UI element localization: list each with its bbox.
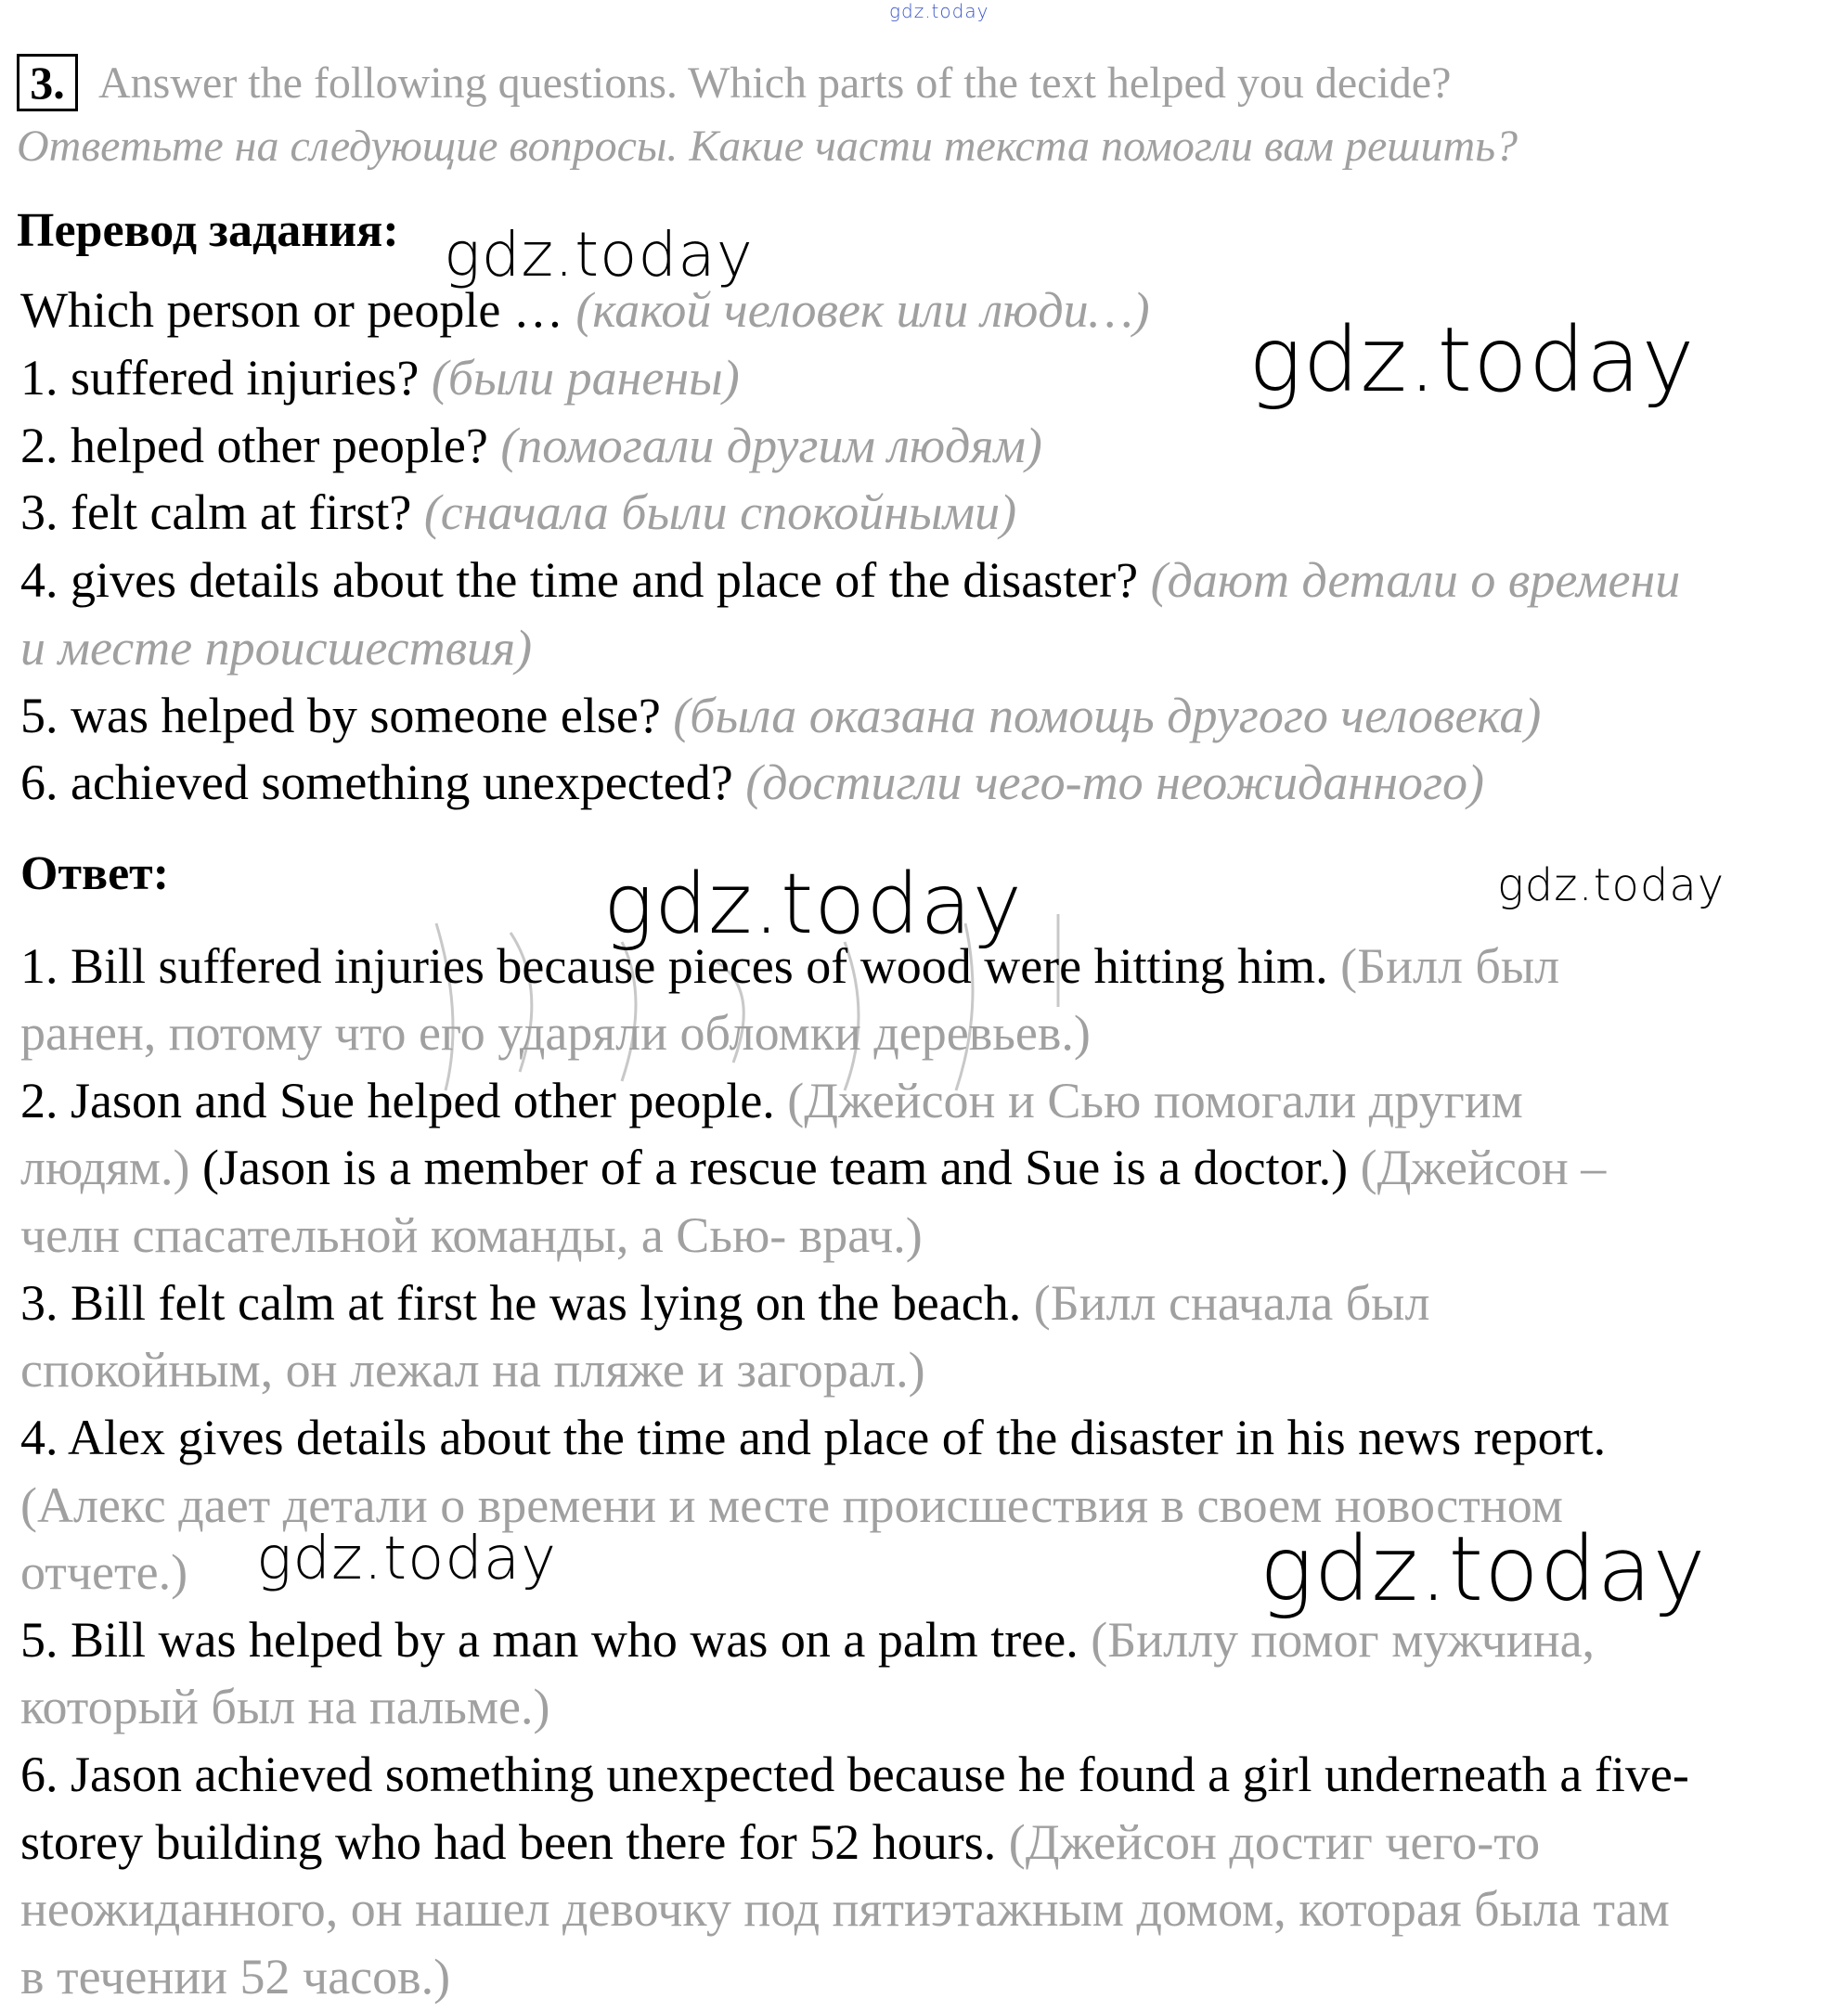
watermark: gdz.today (1260, 1517, 1707, 1621)
answer-ru: (Джейсон – (1360, 1140, 1607, 1195)
item-en: 6. achieved something unexpected? (20, 754, 746, 810)
answer-6-cont: неожиданного, он нашел девочку под пятиэтажным домом, которая была там (20, 1881, 1670, 1937)
answer-ru: людям.) (20, 1140, 203, 1195)
watermark: gdz.today (444, 219, 754, 290)
watermark-top: gdz.today (889, 0, 989, 22)
intro-ru: (какой человек или люди…) (575, 282, 1150, 338)
answer-ru: (Билл был (1340, 938, 1560, 994)
item-en: 2. helped other people? (20, 418, 501, 473)
answer-en: 3. Bill felt calm at first he was lying on the beach. (20, 1275, 1034, 1331)
answer-5-cont: который был на пальме.) (20, 1679, 550, 1734)
answer-en: 1. Bill suffered injuries because pieces of wood were hitting him. (20, 938, 1341, 994)
task-title-en: Answer the following questions. Which parts of the text helped you decide? (98, 58, 1452, 108)
answer-en: 5. Bill was helped by a man who was on a palm tree. (20, 1612, 1092, 1668)
item-en: 5. was helped by someone else? (20, 688, 674, 743)
translation-item (20, 749, 1484, 816)
answer-en: 2. Jason and Sue helped other people. (20, 1073, 788, 1128)
item-en: 1. suffered injuries? (20, 350, 432, 406)
answer-6: 6. Jason achieved something unexpected because he found a girl underneath a five- (20, 1747, 1689, 1802)
item-ru: (достигли чего-то неожиданного) (745, 754, 1485, 810)
answer-2-cont: челн спасательной команды, а Сью- врач.) (20, 1207, 923, 1263)
item-en: 3. felt calm at first? (20, 484, 424, 540)
item-ru: (помогали другим людям) (500, 418, 1042, 473)
answer-en: storey building who had been there for 52 hours. (20, 1814, 1009, 1870)
answer-2-cont (20, 1134, 1606, 1201)
item-ru: (были ранены) (431, 350, 740, 406)
item-ru: (дают детали о времени (1150, 552, 1681, 608)
answer-2 (20, 1067, 1523, 1134)
translation-heading: Перевод задания: (17, 204, 399, 257)
translation-item (20, 682, 1541, 749)
intro-en: Which person or people … (20, 282, 576, 338)
answer-4-cont: отчете.) (20, 1544, 188, 1600)
answer-3 (20, 1270, 1429, 1336)
answer-ru: (Джейсон и Сью помогали другим (787, 1073, 1523, 1128)
answer-1-cont: ранен, потому что его ударяли обломки деревьев.) (20, 1005, 1091, 1061)
translation-item (20, 479, 1016, 546)
answer-ru: (Билл сначала был (1033, 1275, 1430, 1331)
item-ru: (была оказана помощь другого человека) (673, 688, 1542, 743)
watermark: gdz.today (603, 856, 1023, 953)
answer-ru: (Джейсон достиг чего-то (1008, 1814, 1541, 1870)
watermark: gdz.today (256, 1525, 557, 1593)
task-number-box: 3. (17, 54, 78, 111)
answer-en: (Jason is a member of a rescue team and Sue is a doctor.) (202, 1140, 1361, 1195)
answer-heading: Ответ: (20, 847, 170, 900)
answer-6-cont: в течении 52 часов.) (20, 1949, 451, 2005)
item-en: 4. gives details about the time and place of the disaster? (20, 552, 1151, 608)
answer-3-cont: спокойным, он лежал на пляже и загорал.) (20, 1342, 925, 1398)
translation-item (20, 344, 740, 411)
watermark: gdz.today (1248, 308, 1696, 412)
task-title-ru: Ответьте на следующие вопросы. Какие части текста помогли вам решить? (17, 122, 1518, 171)
answer-6-cont (20, 1809, 1540, 1876)
item-ru: (сначала были спокойными) (423, 484, 1017, 540)
answer-4: 4. Alex gives details about the time and place of the disaster in his news report. (20, 1410, 1607, 1465)
translation-item (20, 412, 1042, 479)
answer-4-cont: (Алекс дает детали о времени и месте происшествия в своем новостном (20, 1477, 1563, 1533)
translation-item-cont: и месте происшествия) (20, 620, 533, 676)
watermark: gdz.today (1497, 859, 1725, 911)
translation-item (20, 547, 1680, 613)
answer-ru: (Биллу помог мужчина, (1091, 1612, 1596, 1668)
